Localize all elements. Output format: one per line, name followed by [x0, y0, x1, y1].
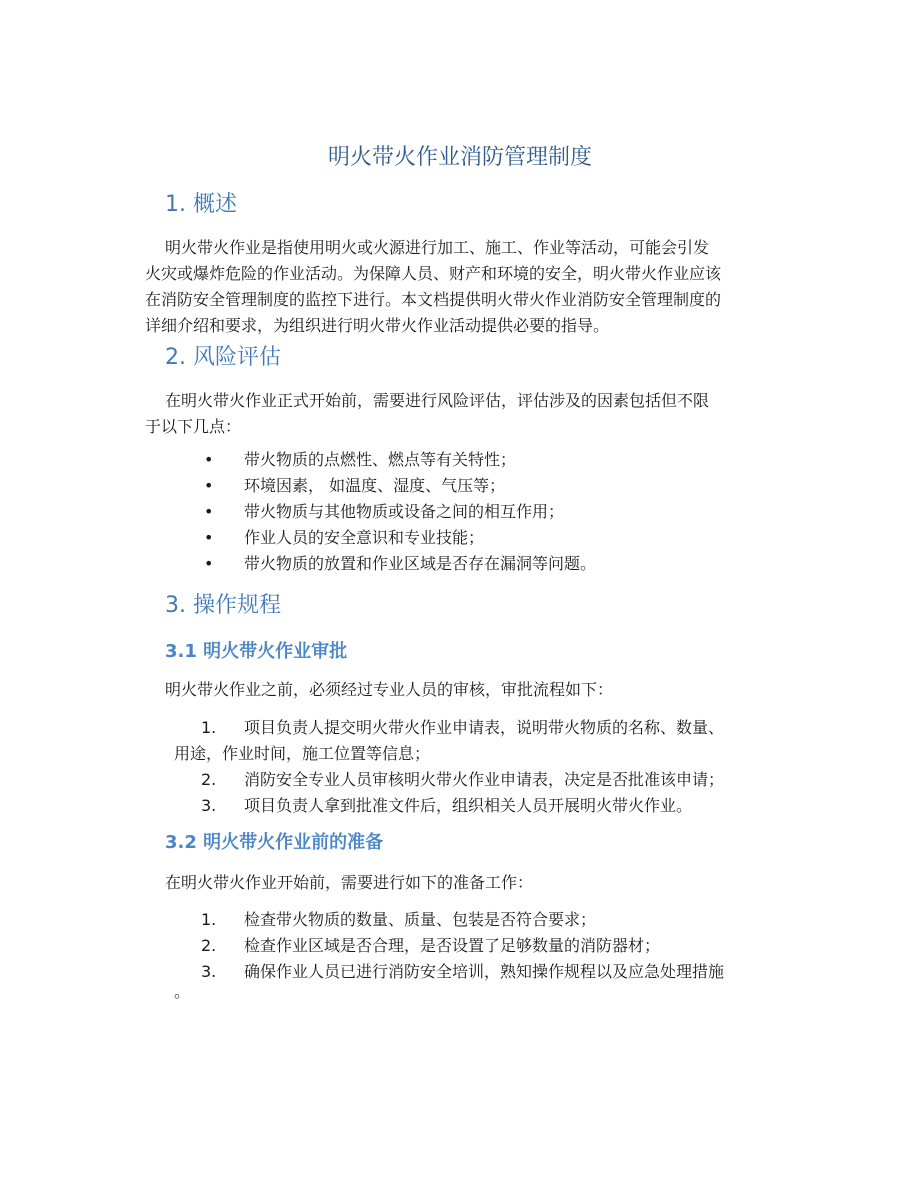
list-item-text-continued: 用途，作业时间，施工位置等信息； [174, 744, 431, 763]
list-item [204, 551, 784, 577]
list-item [204, 473, 784, 499]
paragraph-line: 在明火带火作业正式开始前，需要进行风险评估，评估涉及的因素包括但不限 [165, 391, 710, 410]
subsection-3-2-heading: 3.2 明火带火作业前的准备 [165, 832, 384, 853]
list-number: 2. [201, 936, 217, 955]
list-item-text: 带火物质的放置和作业区域是否存在漏洞等问题。 [244, 554, 597, 573]
list-item-text: 项目负责人提交明火带火作业申请表，说明带火物质的名称、数量、 [244, 718, 725, 737]
approval-steps-list [170, 715, 790, 819]
list-item-text: 作业人员的安全意识和专业技能； [244, 528, 485, 547]
list-number: 1. [201, 910, 217, 929]
bullet-icon: • [204, 450, 214, 469]
paragraph-line: 详细介绍和要求，为组织进行明火带火作业活动提供必要的指导。 [145, 316, 610, 335]
subsection-3-2-intro: 在明火带火作业开始前，需要进行如下的准备工作： [165, 873, 534, 892]
preparation-steps-list [170, 907, 790, 999]
list-item-text: 检查带火物质的数量、质量、包装是否符合要求； [244, 910, 597, 929]
list-item [204, 447, 784, 473]
list-item [170, 715, 790, 767]
list-item-text: 环境因素， 如温度、湿度、气压等； [244, 476, 506, 495]
list-item-text: 项目负责人拿到批准文件后，组织相关人员开展明火带火作业。 [244, 796, 693, 815]
section-2-paragraph [145, 388, 785, 440]
list-number: 1. [201, 718, 217, 737]
section-2-heading: 2. 风险评估 [165, 345, 281, 370]
section-1-paragraph [145, 235, 785, 339]
list-item-text: 确保作业人员已进行消防安全培训，熟知操作规程以及应急处理措施 [244, 962, 725, 981]
list-item-text-continued: 。 [174, 982, 191, 1001]
bullet-icon: • [204, 554, 214, 573]
subsection-3-1-intro: 明火带火作业之前，必须经过专业人员的审核，审批流程如下： [165, 680, 614, 699]
list-item [170, 907, 790, 933]
list-item [204, 499, 784, 525]
list-number: 2. [201, 770, 217, 789]
list-item [170, 767, 790, 793]
section-3-heading: 3. 操作规程 [165, 593, 281, 618]
list-item [170, 933, 790, 959]
paragraph-line: 火灾或爆炸危险的作业活动。为保障人员、财产和环境的安全，明火带火作业应该 [145, 264, 722, 283]
bullet-icon: • [204, 502, 214, 521]
bullet-icon: • [204, 476, 214, 495]
paragraph-line: 明火带火作业是指使用明火或火源进行加工、施工、作业等活动，可能会引发 [165, 238, 710, 257]
list-item-text: 消防安全专业人员审核明火带火作业申请表，决定是否批准该申请； [244, 770, 725, 789]
list-item-text: 带火物质与其他物质或设备之间的相互作用； [244, 502, 565, 521]
list-item [204, 525, 784, 551]
risk-factor-list [204, 447, 784, 577]
paragraph-line: 在消防安全管理制度的监控下进行。本文档提供明火带火作业消防安全管理制度的 [145, 290, 722, 309]
subsection-3-1-heading: 3.1 明火带火作业审批 [165, 641, 348, 662]
bullet-icon: • [204, 528, 214, 547]
list-item [170, 793, 790, 819]
document-title: 明火带火作业消防管理制度 [327, 145, 592, 170]
list-number: 3. [201, 796, 217, 815]
list-item [170, 959, 790, 999]
list-number: 3. [201, 962, 217, 981]
section-1-heading: 1. 概述 [165, 192, 237, 217]
list-item-text: 检查作业区域是否合理，是否设置了足够数量的消防器材； [244, 936, 661, 955]
list-item-text: 带火物质的点燃性、燃点等有关特性； [244, 450, 517, 469]
paragraph-line: 于以下几点： [145, 417, 242, 436]
